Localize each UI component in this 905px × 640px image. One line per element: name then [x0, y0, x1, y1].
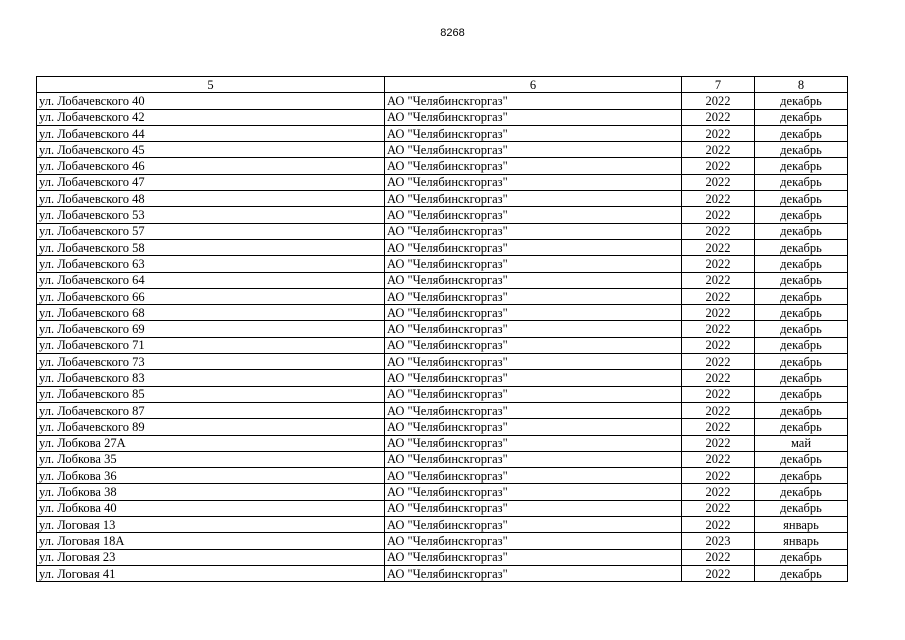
cell-address: ул. Лобачевского 64	[37, 272, 385, 288]
cell-address: ул. Лобачевского 44	[37, 125, 385, 141]
table-row	[37, 370, 848, 386]
cell-organization: АО "Челябинскгоргаз"	[385, 565, 682, 581]
table-row	[37, 256, 848, 272]
cell-year: 2022	[682, 256, 755, 272]
cell-month: декабрь	[755, 142, 848, 158]
cell-year: 2022	[682, 419, 755, 435]
cell-month: декабрь	[755, 223, 848, 239]
cell-month: декабрь	[755, 321, 848, 337]
table-body	[37, 77, 848, 582]
cell-address: ул. Лобачевского 57	[37, 223, 385, 239]
cell-address: ул. Лобачевского 45	[37, 142, 385, 158]
column-header-address: 5	[37, 77, 385, 93]
cell-year: 2022	[682, 337, 755, 353]
cell-address: ул. Лобачевского 63	[37, 256, 385, 272]
cell-organization: АО "Челябинскгоргаз"	[385, 158, 682, 174]
cell-year: 2022	[682, 142, 755, 158]
table-row	[37, 419, 848, 435]
cell-organization: АО "Челябинскгоргаз"	[385, 109, 682, 125]
table-row	[37, 239, 848, 255]
cell-year: 2022	[682, 402, 755, 418]
cell-address: ул. Лобачевского 87	[37, 402, 385, 418]
cell-year: 2022	[682, 305, 755, 321]
cell-organization: АО "Челябинскгоргаз"	[385, 337, 682, 353]
cell-year: 2022	[682, 288, 755, 304]
cell-organization: АО "Челябинскгоргаз"	[385, 288, 682, 304]
table-row	[37, 533, 848, 549]
cell-month: декабрь	[755, 386, 848, 402]
cell-month: декабрь	[755, 109, 848, 125]
cell-month: декабрь	[755, 337, 848, 353]
table-row	[37, 109, 848, 125]
cell-year: 2022	[682, 174, 755, 190]
cell-year: 2022	[682, 321, 755, 337]
cell-month: декабрь	[755, 549, 848, 565]
cell-organization: АО "Челябинскгоргаз"	[385, 419, 682, 435]
cell-year: 2022	[682, 500, 755, 516]
cell-year: 2022	[682, 354, 755, 370]
cell-year: 2022	[682, 435, 755, 451]
cell-address: ул. Лобачевского 66	[37, 288, 385, 304]
table-row	[37, 549, 848, 565]
table-row	[37, 174, 848, 190]
table-row	[37, 386, 848, 402]
cell-address: ул. Лобачевского 46	[37, 158, 385, 174]
table-row	[37, 517, 848, 533]
cell-organization: АО "Челябинскгоргаз"	[385, 500, 682, 516]
cell-month: декабрь	[755, 484, 848, 500]
cell-organization: АО "Челябинскгоргаз"	[385, 402, 682, 418]
table-row	[37, 191, 848, 207]
cell-month: декабрь	[755, 500, 848, 516]
cell-address: ул. Логовая 18А	[37, 533, 385, 549]
cell-year: 2022	[682, 109, 755, 125]
cell-address: ул. Лобачевского 48	[37, 191, 385, 207]
column-header-year: 7	[682, 77, 755, 93]
cell-address: ул. Лобачевского 73	[37, 354, 385, 370]
cell-year: 2022	[682, 517, 755, 533]
cell-year: 2022	[682, 158, 755, 174]
cell-address: ул. Лобачевского 68	[37, 305, 385, 321]
cell-organization: АО "Челябинскгоргаз"	[385, 386, 682, 402]
schedule-table	[36, 76, 848, 582]
cell-month: декабрь	[755, 370, 848, 386]
cell-organization: АО "Челябинскгоргаз"	[385, 272, 682, 288]
cell-month: май	[755, 435, 848, 451]
cell-address: ул. Лобачевского 42	[37, 109, 385, 125]
cell-address: ул. Лобачевского 40	[37, 93, 385, 109]
table-row	[37, 288, 848, 304]
cell-address: ул. Логовая 41	[37, 565, 385, 581]
cell-organization: АО "Челябинскгоргаз"	[385, 468, 682, 484]
table-row	[37, 468, 848, 484]
cell-year: 2022	[682, 468, 755, 484]
cell-organization: АО "Челябинскгоргаз"	[385, 370, 682, 386]
cell-organization: АО "Челябинскгоргаз"	[385, 174, 682, 190]
cell-month: январь	[755, 517, 848, 533]
table-row	[37, 158, 848, 174]
cell-address: ул. Лобачевского 47	[37, 174, 385, 190]
table-row	[37, 321, 848, 337]
table-row	[37, 337, 848, 353]
table-row	[37, 435, 848, 451]
cell-address: ул. Лобкова 36	[37, 468, 385, 484]
cell-year: 2022	[682, 125, 755, 141]
cell-organization: АО "Челябинскгоргаз"	[385, 484, 682, 500]
cell-address: ул. Лобачевского 58	[37, 239, 385, 255]
table-row	[37, 354, 848, 370]
cell-year: 2023	[682, 533, 755, 549]
cell-month: декабрь	[755, 125, 848, 141]
cell-month: декабрь	[755, 288, 848, 304]
cell-address: ул. Лобкова 35	[37, 451, 385, 467]
table-row	[37, 451, 848, 467]
cell-year: 2022	[682, 191, 755, 207]
cell-address: ул. Лобкова 38	[37, 484, 385, 500]
table-row	[37, 272, 848, 288]
cell-address: ул. Логовая 23	[37, 549, 385, 565]
cell-month: декабрь	[755, 402, 848, 418]
cell-month: декабрь	[755, 419, 848, 435]
cell-organization: АО "Челябинскгоргаз"	[385, 256, 682, 272]
cell-year: 2022	[682, 223, 755, 239]
cell-address: ул. Лобкова 27А	[37, 435, 385, 451]
cell-year: 2022	[682, 272, 755, 288]
cell-year: 2022	[682, 239, 755, 255]
cell-year: 2022	[682, 565, 755, 581]
cell-organization: АО "Челябинскгоргаз"	[385, 305, 682, 321]
table-row	[37, 484, 848, 500]
cell-address: ул. Лобачевского 69	[37, 321, 385, 337]
cell-month: декабрь	[755, 354, 848, 370]
table-row	[37, 207, 848, 223]
cell-year: 2022	[682, 93, 755, 109]
cell-month: декабрь	[755, 158, 848, 174]
cell-month: декабрь	[755, 239, 848, 255]
cell-month: декабрь	[755, 272, 848, 288]
cell-month: декабрь	[755, 451, 848, 467]
cell-address: ул. Лобачевского 83	[37, 370, 385, 386]
cell-year: 2022	[682, 451, 755, 467]
cell-year: 2022	[682, 386, 755, 402]
cell-organization: АО "Челябинскгоргаз"	[385, 223, 682, 239]
table-row	[37, 305, 848, 321]
cell-year: 2022	[682, 549, 755, 565]
cell-month: декабрь	[755, 305, 848, 321]
table-row	[37, 223, 848, 239]
cell-organization: АО "Челябинскгоргаз"	[385, 354, 682, 370]
cell-organization: АО "Челябинскгоргаз"	[385, 207, 682, 223]
cell-organization: АО "Челябинскгоргаз"	[385, 435, 682, 451]
cell-address: ул. Лобачевского 53	[37, 207, 385, 223]
cell-year: 2022	[682, 207, 755, 223]
cell-organization: АО "Челябинскгоргаз"	[385, 549, 682, 565]
table-row	[37, 93, 848, 109]
table-row	[37, 565, 848, 581]
page-number: 8268	[440, 27, 465, 39]
cell-month: декабрь	[755, 565, 848, 581]
cell-organization: АО "Челябинскгоргаз"	[385, 533, 682, 549]
cell-month: декабрь	[755, 174, 848, 190]
cell-organization: АО "Челябинскгоргаз"	[385, 451, 682, 467]
table-row	[37, 142, 848, 158]
cell-month: декабрь	[755, 256, 848, 272]
cell-organization: АО "Челябинскгоргаз"	[385, 321, 682, 337]
cell-organization: АО "Челябинскгоргаз"	[385, 191, 682, 207]
column-header-organization: 6	[385, 77, 682, 93]
table-row	[37, 402, 848, 418]
cell-address: ул. Лобачевского 89	[37, 419, 385, 435]
cell-year: 2022	[682, 484, 755, 500]
table-row	[37, 500, 848, 516]
cell-month: декабрь	[755, 468, 848, 484]
cell-month: декабрь	[755, 191, 848, 207]
cell-address: ул. Лобачевского 85	[37, 386, 385, 402]
column-header-month: 8	[755, 77, 848, 93]
cell-organization: АО "Челябинскгоргаз"	[385, 517, 682, 533]
cell-address: ул. Лобкова 40	[37, 500, 385, 516]
cell-month: январь	[755, 533, 848, 549]
cell-address: ул. Логовая 13	[37, 517, 385, 533]
cell-organization: АО "Челябинскгоргаз"	[385, 142, 682, 158]
cell-month: декабрь	[755, 93, 848, 109]
table-header-row	[37, 77, 848, 93]
cell-month: декабрь	[755, 207, 848, 223]
cell-organization: АО "Челябинскгоргаз"	[385, 93, 682, 109]
table-row	[37, 125, 848, 141]
cell-year: 2022	[682, 370, 755, 386]
cell-organization: АО "Челябинскгоргаз"	[385, 125, 682, 141]
cell-organization: АО "Челябинскгоргаз"	[385, 239, 682, 255]
cell-address: ул. Лобачевского 71	[37, 337, 385, 353]
